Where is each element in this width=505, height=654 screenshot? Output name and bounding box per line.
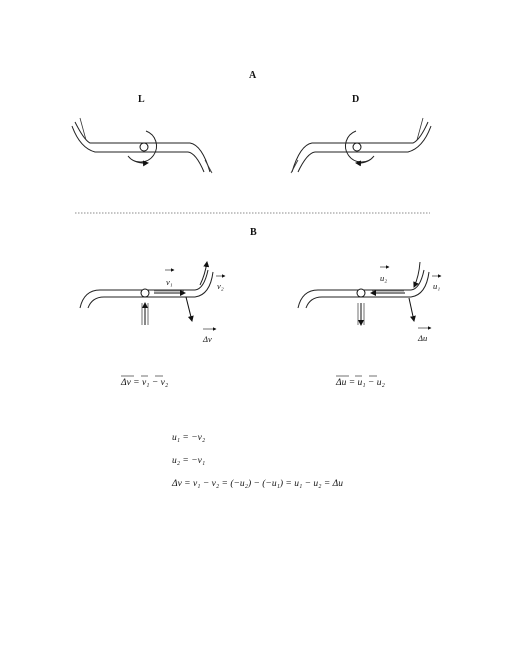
equation-u1-relation: u₁ = −v₂: [172, 433, 206, 443]
vehicle-left-a: [140, 143, 148, 151]
label-u2: u₂: [380, 273, 388, 283]
right-turn-label: D: [352, 94, 360, 105]
label-v2: v₂: [217, 281, 224, 291]
vehicle-left-b: [141, 289, 149, 297]
equation-du-definition: Δu = u₁ − u₂: [336, 378, 385, 388]
left-turn-label: L: [138, 94, 145, 105]
vehicle-right-a: [353, 143, 361, 151]
equation-u2-relation: u₂ = −v₁: [172, 456, 206, 466]
vehicle-right-b: [357, 289, 365, 297]
section-a-title: A: [249, 70, 257, 81]
label-du: Δu: [418, 333, 428, 343]
equation-dv-definition: Δv = v₁ − v₂: [121, 378, 169, 388]
track-right-b: [298, 270, 429, 308]
section-b-title: B: [250, 227, 257, 238]
label-u1: u₁: [433, 281, 441, 291]
equation-final: Δv = v₁ − v₂ = (−u₂) − (−u₁) = u₁ − u₂ = Δu: [172, 479, 343, 489]
label-dv: Δv: [203, 334, 212, 344]
vector-v2-arrow: [200, 262, 207, 285]
vector-dv-arrow: [186, 297, 192, 321]
label-v1: v₁: [166, 277, 173, 287]
vector-du-arrow: [409, 298, 414, 321]
